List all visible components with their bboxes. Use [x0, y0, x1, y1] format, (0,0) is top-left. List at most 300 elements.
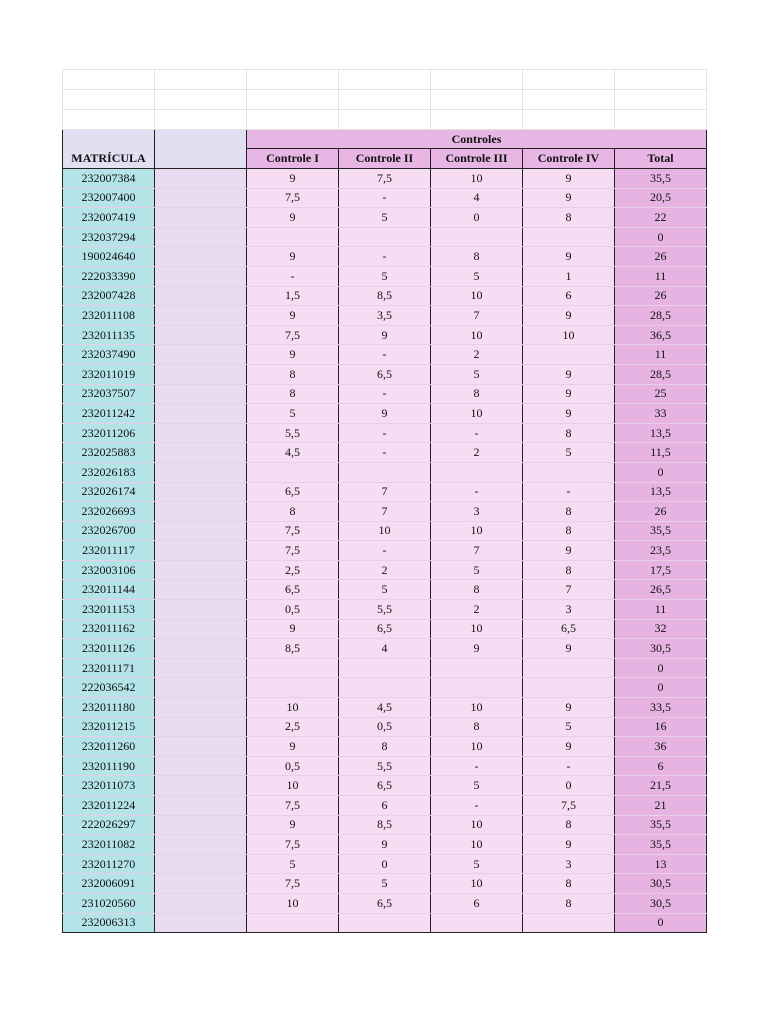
matricula-cell[interactable]: 232026174 [63, 482, 155, 502]
controle-iv-cell[interactable] [523, 345, 615, 365]
name-cell[interactable] [155, 893, 247, 913]
matricula-cell[interactable]: 232011260 [63, 737, 155, 757]
controle-iv-cell[interactable]: 9 [523, 541, 615, 561]
matricula-cell[interactable]: 232011135 [63, 325, 155, 345]
cell[interactable] [615, 110, 707, 130]
cell[interactable] [155, 110, 247, 130]
controle-ii-cell[interactable]: - [339, 247, 431, 267]
cell[interactable] [155, 90, 247, 110]
controle-ii-cell[interactable]: 8,5 [339, 286, 431, 306]
name-cell[interactable] [155, 306, 247, 326]
controle-iii-cell[interactable]: 8 [431, 717, 523, 737]
controle-i-cell[interactable] [247, 462, 339, 482]
controle-iii-cell[interactable] [431, 913, 523, 933]
cell[interactable] [247, 90, 339, 110]
controle-i-cell[interactable]: 7,5 [247, 835, 339, 855]
total-cell[interactable]: 30,5 [615, 874, 707, 894]
total-cell[interactable]: 36 [615, 737, 707, 757]
controle-iii-cell[interactable]: 10 [431, 815, 523, 835]
total-cell[interactable]: 21 [615, 796, 707, 816]
total-cell[interactable]: 11 [615, 266, 707, 286]
total-cell[interactable]: 26 [615, 502, 707, 522]
cell[interactable] [339, 70, 431, 90]
cell[interactable] [523, 90, 615, 110]
controle-iii-cell[interactable]: 5 [431, 364, 523, 384]
controle-i-cell[interactable] [247, 913, 339, 933]
controle-i-cell[interactable]: 8 [247, 364, 339, 384]
controle-iv-cell[interactable]: 9 [523, 364, 615, 384]
controle-i-cell[interactable]: 6,5 [247, 580, 339, 600]
total-cell[interactable]: 35,5 [615, 835, 707, 855]
controle-ii-cell[interactable]: 7 [339, 482, 431, 502]
name-cell[interactable] [155, 639, 247, 659]
controle-iii-cell[interactable]: 10 [431, 521, 523, 541]
controle-i-cell[interactable] [247, 658, 339, 678]
name-cell[interactable] [155, 560, 247, 580]
controle-ii-cell[interactable]: 9 [339, 404, 431, 424]
controle-i-cell[interactable]: 4,5 [247, 443, 339, 463]
controle-iv-cell[interactable]: 3 [523, 854, 615, 874]
controle-i-cell[interactable]: 5 [247, 404, 339, 424]
controle-ii-cell[interactable]: 5,5 [339, 756, 431, 776]
matricula-cell[interactable]: 232011117 [63, 541, 155, 561]
controle-iii-cell[interactable]: 7 [431, 541, 523, 561]
total-cell[interactable]: 16 [615, 717, 707, 737]
name-cell[interactable] [155, 266, 247, 286]
matricula-cell[interactable]: 232007400 [63, 188, 155, 208]
name-cell[interactable] [155, 521, 247, 541]
total-header[interactable]: Total [615, 149, 707, 169]
controle-iv-cell[interactable]: 9 [523, 404, 615, 424]
cell[interactable] [339, 110, 431, 130]
matricula-cell[interactable]: 190024640 [63, 247, 155, 267]
matricula-cell[interactable]: 232007419 [63, 208, 155, 228]
controle-iii-cell[interactable]: 8 [431, 580, 523, 600]
controle-iii-cell[interactable] [431, 678, 523, 698]
matricula-cell[interactable]: 232026693 [63, 502, 155, 522]
controle-iv-cell[interactable]: 9 [523, 188, 615, 208]
controle-i-cell[interactable]: 8 [247, 502, 339, 522]
controle-ii-cell[interactable]: 5,5 [339, 600, 431, 620]
name-cell[interactable] [155, 286, 247, 306]
controle-ii-cell[interactable]: - [339, 188, 431, 208]
matricula-cell[interactable]: 232006313 [63, 913, 155, 933]
name-cell[interactable] [155, 815, 247, 835]
name-cell[interactable] [155, 619, 247, 639]
total-cell[interactable]: 26 [615, 247, 707, 267]
cell[interactable] [63, 70, 155, 90]
controle-iii-cell[interactable]: 6 [431, 893, 523, 913]
controle-i-cell[interactable] [247, 227, 339, 247]
controle-iv-cell[interactable]: 9 [523, 835, 615, 855]
controle-iii-cell[interactable] [431, 658, 523, 678]
controle-i-cell[interactable]: 2,5 [247, 717, 339, 737]
controle-i-cell[interactable]: 7,5 [247, 325, 339, 345]
total-cell[interactable]: 35,5 [615, 815, 707, 835]
controle-iv-cell[interactable]: 5 [523, 443, 615, 463]
matricula-cell[interactable]: 232006091 [63, 874, 155, 894]
total-cell[interactable]: 20,5 [615, 188, 707, 208]
controle-iii-cell[interactable]: 2 [431, 345, 523, 365]
controle-iv-cell[interactable]: 7,5 [523, 796, 615, 816]
total-cell[interactable]: 0 [615, 913, 707, 933]
name-cell[interactable] [155, 227, 247, 247]
total-cell[interactable]: 35,5 [615, 521, 707, 541]
total-cell[interactable]: 30,5 [615, 639, 707, 659]
controle-iii-cell[interactable]: - [431, 423, 523, 443]
controle-iii-cell[interactable]: 8 [431, 384, 523, 404]
controle-ii-cell[interactable]: 4 [339, 639, 431, 659]
name-cell[interactable] [155, 384, 247, 404]
name-cell[interactable] [155, 404, 247, 424]
controles-group-header[interactable]: Controles [247, 130, 707, 149]
cell[interactable] [431, 70, 523, 90]
controle-iii-cell[interactable]: 2 [431, 443, 523, 463]
cell[interactable] [247, 70, 339, 90]
controle-ii-cell[interactable]: 8 [339, 737, 431, 757]
total-cell[interactable]: 13 [615, 854, 707, 874]
controle-i-cell[interactable]: 0,5 [247, 600, 339, 620]
controle-ii-cell[interactable]: 7 [339, 502, 431, 522]
name-cell[interactable] [155, 345, 247, 365]
controle-iii-cell[interactable]: 10 [431, 874, 523, 894]
controle-iii-cell[interactable]: - [431, 796, 523, 816]
controle-i-cell[interactable]: 9 [247, 345, 339, 365]
matricula-cell[interactable]: 232011162 [63, 619, 155, 639]
total-cell[interactable]: 11 [615, 345, 707, 365]
matricula-cell[interactable]: 232011153 [63, 600, 155, 620]
controle-iii-cell[interactable]: 10 [431, 286, 523, 306]
name-cell[interactable] [155, 698, 247, 718]
controle-iii-cell[interactable]: 4 [431, 188, 523, 208]
matricula-cell[interactable]: 232011190 [63, 756, 155, 776]
controle-i-cell[interactable]: 9 [247, 247, 339, 267]
controle-i-cell[interactable]: 9 [247, 815, 339, 835]
controle-iv-cell[interactable]: 9 [523, 639, 615, 659]
total-cell[interactable]: 26 [615, 286, 707, 306]
controle-ii-cell[interactable]: - [339, 541, 431, 561]
name-cell[interactable] [155, 208, 247, 228]
controle-iv-cell[interactable]: 8 [523, 423, 615, 443]
matricula-header[interactable]: MATRÍCULA [63, 130, 155, 169]
controle-i-cell[interactable]: 9 [247, 306, 339, 326]
total-cell[interactable]: 11 [615, 600, 707, 620]
total-cell[interactable]: 0 [615, 227, 707, 247]
total-cell[interactable]: 25 [615, 384, 707, 404]
controle-i-cell[interactable]: 0,5 [247, 756, 339, 776]
controle-iv-cell[interactable]: 8 [523, 502, 615, 522]
controle-iii-cell[interactable]: 8 [431, 247, 523, 267]
controle-iv-cell[interactable]: 9 [523, 247, 615, 267]
controle-iv-cell[interactable]: 9 [523, 306, 615, 326]
controle-iii-cell[interactable]: 5 [431, 560, 523, 580]
controle-iv-cell[interactable]: 8 [523, 874, 615, 894]
controle-iv-cell[interactable]: 8 [523, 815, 615, 835]
name-cell[interactable] [155, 580, 247, 600]
controle-iv-cell[interactable]: 8 [523, 208, 615, 228]
controle-iii-cell[interactable]: 7 [431, 306, 523, 326]
matricula-cell[interactable]: 232011171 [63, 658, 155, 678]
controle-iii-cell[interactable]: - [431, 756, 523, 776]
controle-i-header[interactable]: Controle I [247, 149, 339, 169]
name-cell[interactable] [155, 502, 247, 522]
controle-iii-cell[interactable]: 5 [431, 266, 523, 286]
matricula-cell[interactable]: 232007428 [63, 286, 155, 306]
controle-iv-cell[interactable]: 0 [523, 776, 615, 796]
controle-ii-cell[interactable]: 6 [339, 796, 431, 816]
controle-iii-cell[interactable]: 10 [431, 325, 523, 345]
controle-ii-cell[interactable]: 9 [339, 325, 431, 345]
controle-ii-cell[interactable]: 7,5 [339, 169, 431, 189]
controle-i-cell[interactable]: 8,5 [247, 639, 339, 659]
name-cell[interactable] [155, 169, 247, 189]
matricula-cell[interactable]: 232011082 [63, 835, 155, 855]
cell[interactable] [523, 110, 615, 130]
controle-ii-cell[interactable]: - [339, 345, 431, 365]
controle-iii-cell[interactable] [431, 462, 523, 482]
controle-iii-cell[interactable]: 3 [431, 502, 523, 522]
controle-iv-cell[interactable]: 9 [523, 737, 615, 757]
controle-i-cell[interactable]: 10 [247, 698, 339, 718]
matricula-cell[interactable]: 232011215 [63, 717, 155, 737]
total-cell[interactable]: 30,5 [615, 893, 707, 913]
total-cell[interactable]: 28,5 [615, 306, 707, 326]
controle-i-cell[interactable]: 9 [247, 737, 339, 757]
name-cell[interactable] [155, 325, 247, 345]
controle-ii-cell[interactable]: 9 [339, 835, 431, 855]
controle-ii-header[interactable]: Controle II [339, 149, 431, 169]
controle-iii-header[interactable]: Controle III [431, 149, 523, 169]
matricula-cell[interactable]: 222036542 [63, 678, 155, 698]
total-cell[interactable]: 33,5 [615, 698, 707, 718]
controle-i-cell[interactable]: 9 [247, 619, 339, 639]
controle-i-cell[interactable]: 7,5 [247, 521, 339, 541]
controle-iv-cell[interactable]: 9 [523, 169, 615, 189]
controle-ii-cell[interactable]: 5 [339, 874, 431, 894]
controle-i-cell[interactable]: 8 [247, 384, 339, 404]
total-cell[interactable]: 32 [615, 619, 707, 639]
name-cell[interactable] [155, 658, 247, 678]
controle-ii-cell[interactable]: - [339, 443, 431, 463]
controle-iv-cell[interactable]: 8 [523, 560, 615, 580]
total-cell[interactable]: 0 [615, 658, 707, 678]
controle-iv-cell[interactable]: - [523, 756, 615, 776]
matricula-cell[interactable]: 232037490 [63, 345, 155, 365]
controle-iv-cell[interactable]: 6 [523, 286, 615, 306]
controle-ii-cell[interactable]: 5 [339, 580, 431, 600]
controle-ii-cell[interactable] [339, 678, 431, 698]
controle-i-cell[interactable]: 10 [247, 776, 339, 796]
controle-iv-cell[interactable] [523, 678, 615, 698]
matricula-cell[interactable]: 231020560 [63, 893, 155, 913]
name-cell[interactable] [155, 364, 247, 384]
matricula-cell[interactable]: 232026700 [63, 521, 155, 541]
controle-ii-cell[interactable]: 6,5 [339, 893, 431, 913]
controle-ii-cell[interactable]: 0,5 [339, 717, 431, 737]
matricula-cell[interactable]: 232011206 [63, 423, 155, 443]
controle-iii-cell[interactable]: 10 [431, 737, 523, 757]
name-cell[interactable] [155, 482, 247, 502]
total-cell[interactable]: 28,5 [615, 364, 707, 384]
matricula-cell[interactable]: 232037507 [63, 384, 155, 404]
name-cell[interactable] [155, 835, 247, 855]
name-cell[interactable] [155, 796, 247, 816]
cell[interactable] [339, 90, 431, 110]
controle-iv-cell[interactable]: 7 [523, 580, 615, 600]
matricula-cell[interactable]: 232011126 [63, 639, 155, 659]
controle-ii-cell[interactable]: 4,5 [339, 698, 431, 718]
total-cell[interactable]: 22 [615, 208, 707, 228]
total-cell[interactable]: 6 [615, 756, 707, 776]
total-cell[interactable]: 33 [615, 404, 707, 424]
total-cell[interactable]: 36,5 [615, 325, 707, 345]
cell[interactable] [63, 110, 155, 130]
matricula-cell[interactable]: 232003106 [63, 560, 155, 580]
controle-ii-cell[interactable]: 3,5 [339, 306, 431, 326]
name-cell[interactable] [155, 443, 247, 463]
total-cell[interactable]: 35,5 [615, 169, 707, 189]
controle-i-cell[interactable]: 5,5 [247, 423, 339, 443]
controle-i-cell[interactable]: - [247, 266, 339, 286]
matricula-cell[interactable]: 232007384 [63, 169, 155, 189]
controle-ii-cell[interactable]: - [339, 384, 431, 404]
controle-ii-cell[interactable]: 6,5 [339, 364, 431, 384]
total-cell[interactable]: 0 [615, 462, 707, 482]
name-cell[interactable] [155, 188, 247, 208]
total-cell[interactable]: 23,5 [615, 541, 707, 561]
controle-i-cell[interactable]: 5 [247, 854, 339, 874]
controle-ii-cell[interactable]: 2 [339, 560, 431, 580]
name-cell[interactable] [155, 423, 247, 443]
controle-iv-cell[interactable]: 5 [523, 717, 615, 737]
cell[interactable] [431, 90, 523, 110]
controle-iv-cell[interactable] [523, 462, 615, 482]
controle-ii-cell[interactable]: 0 [339, 854, 431, 874]
controle-iv-header[interactable]: Controle IV [523, 149, 615, 169]
controle-ii-cell[interactable]: 6,5 [339, 619, 431, 639]
matricula-cell[interactable]: 232011242 [63, 404, 155, 424]
matricula-cell[interactable]: 232026183 [63, 462, 155, 482]
controle-iv-cell[interactable]: 6,5 [523, 619, 615, 639]
controle-iv-cell[interactable]: 9 [523, 384, 615, 404]
total-cell[interactable]: 17,5 [615, 560, 707, 580]
name-cell[interactable] [155, 678, 247, 698]
controle-i-cell[interactable]: 2,5 [247, 560, 339, 580]
name-cell[interactable] [155, 776, 247, 796]
controle-iii-cell[interactable]: 2 [431, 600, 523, 620]
controle-ii-cell[interactable]: 6,5 [339, 776, 431, 796]
controle-iii-cell[interactable]: - [431, 482, 523, 502]
controle-ii-cell[interactable]: 5 [339, 266, 431, 286]
name-cell[interactable] [155, 462, 247, 482]
total-cell[interactable]: 0 [615, 678, 707, 698]
name-cell[interactable] [155, 717, 247, 737]
cell[interactable] [615, 90, 707, 110]
controle-iv-cell[interactable]: 1 [523, 266, 615, 286]
controle-ii-cell[interactable]: 10 [339, 521, 431, 541]
name-header[interactable] [155, 130, 247, 169]
matricula-cell[interactable]: 232011019 [63, 364, 155, 384]
controle-ii-cell[interactable]: 8,5 [339, 815, 431, 835]
matricula-cell[interactable]: 232011270 [63, 854, 155, 874]
name-cell[interactable] [155, 913, 247, 933]
controle-iv-cell[interactable] [523, 227, 615, 247]
controle-iii-cell[interactable]: 5 [431, 776, 523, 796]
name-cell[interactable] [155, 737, 247, 757]
matricula-cell[interactable]: 232011144 [63, 580, 155, 600]
total-cell[interactable]: 13,5 [615, 482, 707, 502]
matricula-cell[interactable]: 232025883 [63, 443, 155, 463]
name-cell[interactable] [155, 600, 247, 620]
controle-iii-cell[interactable]: 5 [431, 854, 523, 874]
controle-i-cell[interactable]: 10 [247, 893, 339, 913]
matricula-cell[interactable]: 222033390 [63, 266, 155, 286]
controle-ii-cell[interactable] [339, 913, 431, 933]
name-cell[interactable] [155, 854, 247, 874]
controle-i-cell[interactable]: 6,5 [247, 482, 339, 502]
matricula-cell[interactable]: 232037294 [63, 227, 155, 247]
cell[interactable] [247, 110, 339, 130]
controle-i-cell[interactable]: 9 [247, 208, 339, 228]
controle-iii-cell[interactable]: 0 [431, 208, 523, 228]
controle-iv-cell[interactable]: 9 [523, 698, 615, 718]
controle-ii-cell[interactable]: - [339, 423, 431, 443]
cell[interactable] [155, 70, 247, 90]
controle-iv-cell[interactable]: - [523, 482, 615, 502]
controle-iv-cell[interactable] [523, 913, 615, 933]
name-cell[interactable] [155, 247, 247, 267]
cell[interactable] [615, 70, 707, 90]
controle-i-cell[interactable]: 1,5 [247, 286, 339, 306]
controle-i-cell[interactable]: 7,5 [247, 796, 339, 816]
controle-iii-cell[interactable]: 10 [431, 619, 523, 639]
name-cell[interactable] [155, 874, 247, 894]
total-cell[interactable]: 13,5 [615, 423, 707, 443]
controle-ii-cell[interactable] [339, 462, 431, 482]
controle-iv-cell[interactable] [523, 658, 615, 678]
controle-i-cell[interactable]: 7,5 [247, 188, 339, 208]
matricula-cell[interactable]: 222026297 [63, 815, 155, 835]
matricula-cell[interactable]: 232011180 [63, 698, 155, 718]
controle-iv-cell[interactable]: 8 [523, 521, 615, 541]
controle-iii-cell[interactable]: 10 [431, 698, 523, 718]
controle-iv-cell[interactable]: 3 [523, 600, 615, 620]
cell[interactable] [523, 70, 615, 90]
total-cell[interactable]: 26,5 [615, 580, 707, 600]
matricula-cell[interactable]: 232011224 [63, 796, 155, 816]
controle-iv-cell[interactable]: 10 [523, 325, 615, 345]
controle-iii-cell[interactable]: 10 [431, 835, 523, 855]
controle-ii-cell[interactable]: 5 [339, 208, 431, 228]
controle-iv-cell[interactable]: 8 [523, 893, 615, 913]
controle-i-cell[interactable]: 9 [247, 169, 339, 189]
cell[interactable] [431, 110, 523, 130]
total-cell[interactable]: 11,5 [615, 443, 707, 463]
controle-iii-cell[interactable]: 10 [431, 169, 523, 189]
cell[interactable] [63, 90, 155, 110]
matricula-cell[interactable]: 232011073 [63, 776, 155, 796]
controle-i-cell[interactable]: 7,5 [247, 874, 339, 894]
controle-iii-cell[interactable]: 9 [431, 639, 523, 659]
name-cell[interactable] [155, 541, 247, 561]
controle-i-cell[interactable] [247, 678, 339, 698]
total-cell[interactable]: 21,5 [615, 776, 707, 796]
controle-i-cell[interactable]: 7,5 [247, 541, 339, 561]
controle-iii-cell[interactable] [431, 227, 523, 247]
matricula-cell[interactable]: 232011108 [63, 306, 155, 326]
controle-ii-cell[interactable] [339, 658, 431, 678]
name-cell[interactable] [155, 756, 247, 776]
